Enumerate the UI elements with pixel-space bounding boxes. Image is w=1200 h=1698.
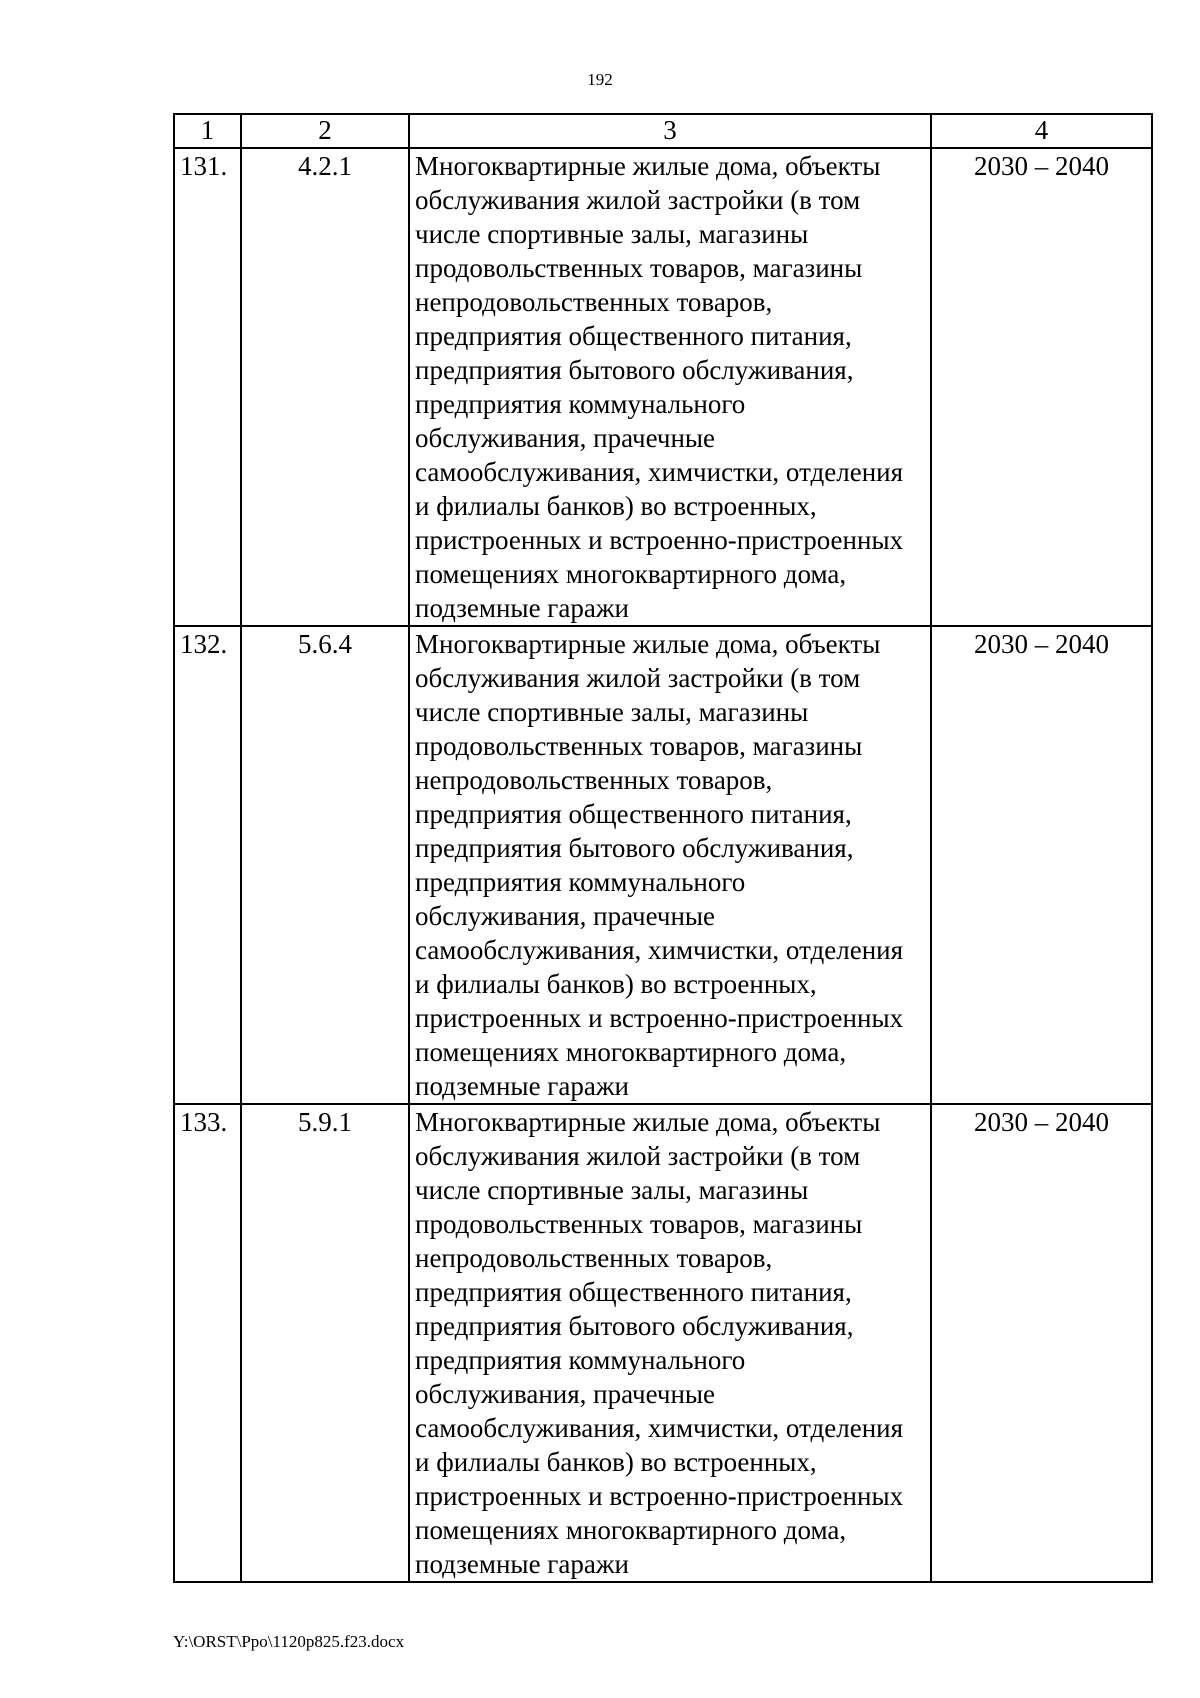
description-line: обслуживания, прачечные [415, 1379, 716, 1409]
description-line: непродовольственных товаров, [415, 1243, 773, 1273]
description-line: подземные гаражи [415, 1549, 629, 1579]
description-line: непродовольственных товаров, [415, 287, 773, 317]
row-period: 2030 – 2040 [931, 626, 1152, 1104]
row-number: 133. [174, 1104, 241, 1582]
table-row [174, 1104, 1152, 1582]
description-line: и филиалы банков) во встроенных, [415, 491, 817, 521]
description-line: предприятия общественного питания, [415, 321, 852, 351]
table-row [174, 626, 1152, 1104]
description-line: предприятия коммунального [415, 389, 746, 419]
description-line: предприятия коммунального [415, 867, 746, 897]
description-line: обслуживания жилой застройки (в том [415, 185, 861, 215]
file-path-footer: Y:\ORST\Ppo\1120p825.f23.docx [173, 1632, 405, 1651]
description-line: подземные гаражи [415, 1071, 629, 1101]
row-period: 2030 – 2040 [931, 1104, 1152, 1582]
description-line: обслуживания жилой застройки (в том [415, 663, 861, 693]
description-line: предприятия бытового обслуживания, [415, 355, 854, 385]
description-line: обслуживания, прачечные [415, 423, 716, 453]
page-number: 192 [587, 70, 613, 89]
description-line: помещениях многоквартирного дома, [415, 1515, 847, 1545]
row-code: 5.9.1 [241, 1104, 409, 1582]
table-header-row [174, 114, 1152, 148]
description-line: пристроенных и встроенно-пристроенных [415, 525, 904, 555]
description-line: предприятия бытового обслуживания, [415, 833, 854, 863]
row-description [409, 626, 931, 1104]
description-line: самообслуживания, химчистки, отделения [415, 935, 904, 965]
row-description [409, 1104, 931, 1582]
description-line: числе спортивные залы, магазины [415, 219, 809, 249]
table-row [174, 148, 1152, 626]
description-line: обслуживания жилой застройки (в том [415, 1141, 861, 1171]
description-line: числе спортивные залы, магазины [415, 697, 809, 727]
description-line: пристроенных и встроенно-пристроенных [415, 1003, 904, 1033]
description-line: предприятия коммунального [415, 1345, 746, 1375]
description-line: числе спортивные залы, магазины [415, 1175, 809, 1205]
row-number: 132. [174, 626, 241, 1104]
description-line: продовольственных товаров, магазины [415, 731, 863, 761]
description-line: Многоквартирные жилые дома, объекты [415, 1107, 881, 1137]
description-line: продовольственных товаров, магазины [415, 253, 863, 283]
description-line: и филиалы банков) во встроенных, [415, 969, 817, 999]
row-period: 2030 – 2040 [931, 148, 1152, 626]
row-code: 4.2.1 [241, 148, 409, 626]
description-line: предприятия общественного питания, [415, 1277, 852, 1307]
description-line: самообслуживания, химчистки, отделения [415, 1413, 904, 1443]
row-description [409, 148, 931, 626]
description-line: помещениях многоквартирного дома, [415, 1037, 847, 1067]
column-header: 4 [931, 114, 1152, 148]
description-line: предприятия бытового обслуживания, [415, 1311, 854, 1341]
description-line: подземные гаражи [415, 593, 629, 623]
description-line: Многоквартирные жилые дома, объекты [415, 151, 881, 181]
description-line: непродовольственных товаров, [415, 765, 773, 795]
description-line: помещениях многоквартирного дома, [415, 559, 847, 589]
row-code: 5.6.4 [241, 626, 409, 1104]
description-line: самообслуживания, химчистки, отделения [415, 457, 904, 487]
column-header: 2 [241, 114, 409, 148]
column-header: 3 [409, 114, 931, 148]
document-table [173, 113, 1153, 1583]
description-line: и филиалы банков) во встроенных, [415, 1447, 817, 1477]
description-line: продовольственных товаров, магазины [415, 1209, 863, 1239]
column-header: 1 [174, 114, 241, 148]
description-line: Многоквартирные жилые дома, объекты [415, 629, 881, 659]
description-line: предприятия общественного питания, [415, 799, 852, 829]
description-line: пристроенных и встроенно-пристроенных [415, 1481, 904, 1511]
description-line: обслуживания, прачечные [415, 901, 716, 931]
row-number: 131. [174, 148, 241, 626]
